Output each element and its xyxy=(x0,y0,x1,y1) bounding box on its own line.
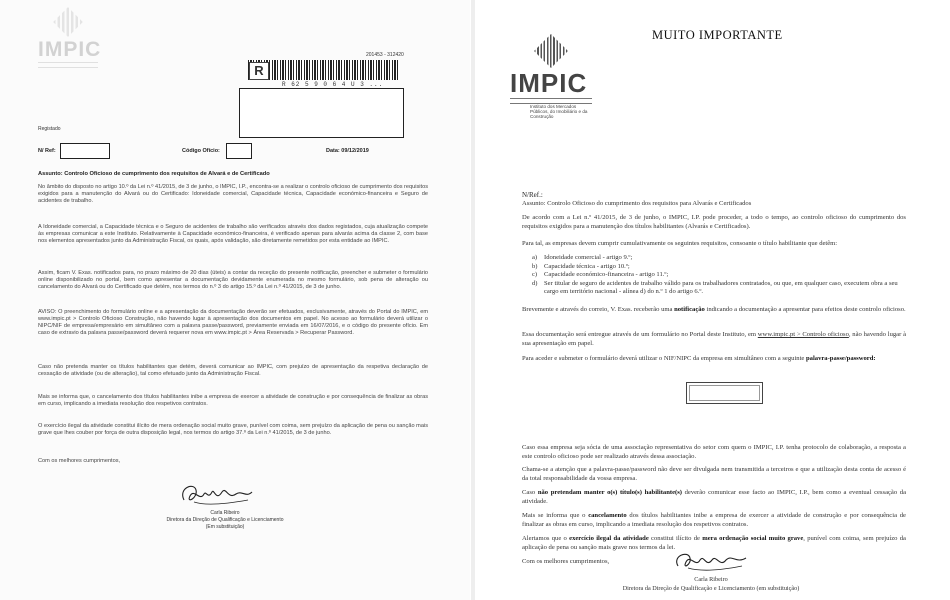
letter-date: Data: 09/12/2019 xyxy=(326,148,369,154)
requirement-item xyxy=(532,280,906,297)
paragraph-closing: Com os melhores cumprimentos, xyxy=(522,558,610,565)
paragraph-law: De acordo com a Lei n.º 41/2015, de 3 de junho, o IMPIC, I.P. pode proceder, a todo o tempo, ao controlo oficioso do cumprimento dos requisitos exigidos para a manutenção dos títulos habilitantes (Alvarás e Certificados). xyxy=(522,214,906,230)
impic-diamond-icon xyxy=(534,34,568,68)
reference-number: 201453 - 312420 xyxy=(366,52,404,58)
paragraph-scope: No âmbito do disposto no artigo 10.º da Lei n.º 41/2015, de 3 de junho, o IMPIC, I.P., encontra-se a realizar o controlo oficioso de cumprimento dos requisitos exigidos para a manutenção do Alvará ou do Certificado: Idoneidade comercial, Capacidade técnica, Capacidade económico-financeira e Seguro de acidentes de trabalho. xyxy=(38,184,428,204)
signer-note-left: (Em substituição) xyxy=(205,524,245,530)
logo-subtitle: Instituto dos Mercados Públicos, do Imobiliário e da Construção xyxy=(530,104,588,119)
ref-label: N/ Ref: xyxy=(38,148,56,154)
requirement-item xyxy=(532,254,906,263)
office-code-redacted xyxy=(226,143,252,159)
requirement-text: Capacidade técnica - artigo 10.º; xyxy=(544,262,630,270)
left-letter-page xyxy=(0,0,470,600)
requirement-marker: a) xyxy=(532,254,538,261)
paragraph-requirements-intro: Para tal, as empresas devem cumprir cumulativamente os seguintes requisitos, consoante o título habilitante que detêm: xyxy=(522,240,838,247)
paragraph-association: Caso essa empresa seja sócia de uma associação representativa do setor com quem o IMPIC, I.P. tenha protocolo de colaboração, a resposta a este controlo oficioso pode ser realizado através dessa associação. xyxy=(522,444,906,460)
requirement-item xyxy=(532,263,906,272)
impic-diamond-icon xyxy=(53,7,83,37)
requirement-text: Ser titular de seguro de acidentes de trabalho válido para os trabalhadores contratados, ou que, em qualquer caso, executem obra a seu cargo em território nacional - alínea d) do n.º 1 do artigo 6.º. xyxy=(544,279,898,295)
paragraph-cessation: Caso não pretendam manter o(s) título(s) habilitante(s) deverão comunicar esse facto ao IMPIC, I.P., bem como a eventual cessação da atividade. xyxy=(522,489,907,505)
signer-name-right: Carla Ribeiro xyxy=(694,576,728,583)
impic-logo-faded xyxy=(38,8,102,70)
signer-name-left: Carla Ribeiro xyxy=(210,510,240,516)
requirement-item xyxy=(532,271,906,280)
requirements-list xyxy=(532,254,906,297)
notice-header-title: MUITO IMPORTANTE xyxy=(652,28,783,42)
notice-subject: Assunto: Controlo Oficioso do cumprimento dos requisitos para Alvarás e Certificados xyxy=(522,200,752,207)
logo-rule xyxy=(38,62,98,68)
letter-subject: Assunto: Controlo Oficioso de cumprimento dos requisitos de Alvará e de Certificado xyxy=(38,171,270,177)
paragraph-cancellation: Mais se informa que o cancelamento dos títulos habilitantes inibe a empresa de exercer a atividade de construção e por consequência de finalizar as obras em curso, implicando a imediata resolução dos respetivos contratos. xyxy=(522,512,906,528)
paragraph-cessation: Caso não pretenda manter os títulos habilitantes que detém, deverá comunicar ao IMPIC, com prejuízo de apresentação da respetiva declaração de cessação de atividade (ou de alteração), tal como efetuado junto da Administração Fiscal. xyxy=(38,364,428,377)
requirement-marker: c) xyxy=(532,271,538,278)
password-redacted-box xyxy=(686,382,763,404)
signer-title-left: Diretora da Direção de Qualificação e Licenciamento xyxy=(166,517,284,523)
signer-title-right: Diretora da Direção de Qualificação e Licenciamento (em substituição) xyxy=(622,585,800,592)
barcode-number: R 62 5 9 0 6 4 U 3 ... xyxy=(282,81,384,88)
paragraph-confidentiality: Chama-se a atenção que a palavra-passe/password não deve ser divulgada nem transmitida a terceiros e que a utilização desta conta de acesso é da total responsabilidade da vossa empresa. xyxy=(522,466,906,482)
paragraph-cancellation: Mais se informa que, o cancelamento dos títulos habilitantes inibe a empresa de exercer a atividade de construção e por consequência de finalizar as obras em curso, implicando a imediata resolução dos respetivos contratos. xyxy=(38,394,428,407)
portal-link[interactable]: www.impic.pt > Controlo oficioso xyxy=(757,331,849,338)
handwritten-signature-left xyxy=(176,480,256,512)
paragraph-closing: Com os melhores cumprimentos, xyxy=(38,458,121,464)
registered-mail-barcode xyxy=(248,60,400,80)
paragraph-notice: AVISO: O preenchimento do formulário online e a apresentação da documentação deverão ser efetuados, exclusivamente, através do Portal do IMPIC, em www.impic.pt > Controlo Oficioso Construção, não havendo lugar à apresentação dos documentos em papel. No acesso ao formulário deverá utilizar o NIPC/NIF de empresa/empresário em simultâneo com a palavra passe/password, previamente enviada em 16/07/2016, e o código do presente ofício. Em caso de extravio da palavra passe/password deverá requerer nova em www.impic.pt > Área Reservada > Recuperar Password. xyxy=(38,309,428,336)
office-code-label: Código Ofício: xyxy=(182,148,220,154)
paragraph-requirements: A Idoneidade comercial, a Capacidade técnica e o Seguro de acidentes de trabalho são verificados através dos dados registados, cuja atualização compete às empresas comunicar a este Instituto. Relativamente à Capacidade económico-financeira, é verificado apenas para alvarás acima da classe 2, com base nos elementos apresentados junto da Administração Fiscal, os quais, após validação, são diretamente remetidos por esta entidade ao IMPIC. xyxy=(38,224,428,244)
paragraph-password: Para aceder e submeter o formulário deverá utilizar o NIF/NIPC da empresa em simultâneo com a seguinte palavra-passe/password: xyxy=(522,355,876,362)
right-notice-page xyxy=(476,0,950,600)
requirement-marker: d) xyxy=(532,279,538,287)
requirement-text: Idoneidade comercial - artigo 9.º; xyxy=(544,254,633,261)
recipient-address-redacted xyxy=(239,88,404,138)
requirement-text: Capacidade económico-financeira - artigo 11.º; xyxy=(544,271,669,278)
page-separator xyxy=(471,0,475,600)
impic-logo xyxy=(510,34,592,119)
logo-text: IMPIC xyxy=(38,38,102,61)
handwritten-signature-right xyxy=(672,548,752,576)
paragraph-illegal-activity: Alertamos que o exercício ilegal da atividade constitui ilícito de mera ordenação social muito grave, punível com coima, sem prejuízo da aplicação de pena ou sanção mais grave nos termos da lei. xyxy=(522,535,906,551)
ref-label: N/Ref.: xyxy=(522,191,543,199)
ref-redacted xyxy=(60,143,110,159)
requirement-marker: b) xyxy=(532,262,538,270)
sender-label: Registado xyxy=(38,126,61,132)
registered-letter-mark: R xyxy=(249,62,269,80)
paragraph-notification: Brevemente e através do correio, V. Exas. receberão uma notificação indicando a documentação a apresentar para efeitos deste controlo oficioso. xyxy=(522,306,906,313)
paragraph-illegal-activity: O exercício ilegal da atividade constitui ilícito de mera ordenação social muito grave, punível com coima, sem prejuízo da aplicação de pena ou sanção mais grave que lhes couber por força de outra disposição legal, nos termos do artigo 37.º da Lei n.º 41/2015, de 3 de junho. xyxy=(38,423,428,436)
logo-text: IMPIC xyxy=(510,68,588,98)
paragraph-portal: Essa documentação será entregue através de um formulário no Portal deste Instituto, em www.impic.pt > Controlo oficioso, não havendo lugar à sua apresentação em papel. xyxy=(522,331,906,347)
paragraph-notification: Assim, ficam V. Exas. notificados para, no prazo máximo de 20 dias (úteis) a contar da receção do presente notificação, preencher e submeter o formulário online disponibilizado no portal, bem como apresentar a documentação devidamente enumerada no mesmo formulário, sob pena de alteração ou cancelamento do Alvará ou do Certificado que detém, nos termos do n.º 3 do artigo 15.º da Lei n.º 41/2015, de 3 de junho. xyxy=(38,270,428,290)
